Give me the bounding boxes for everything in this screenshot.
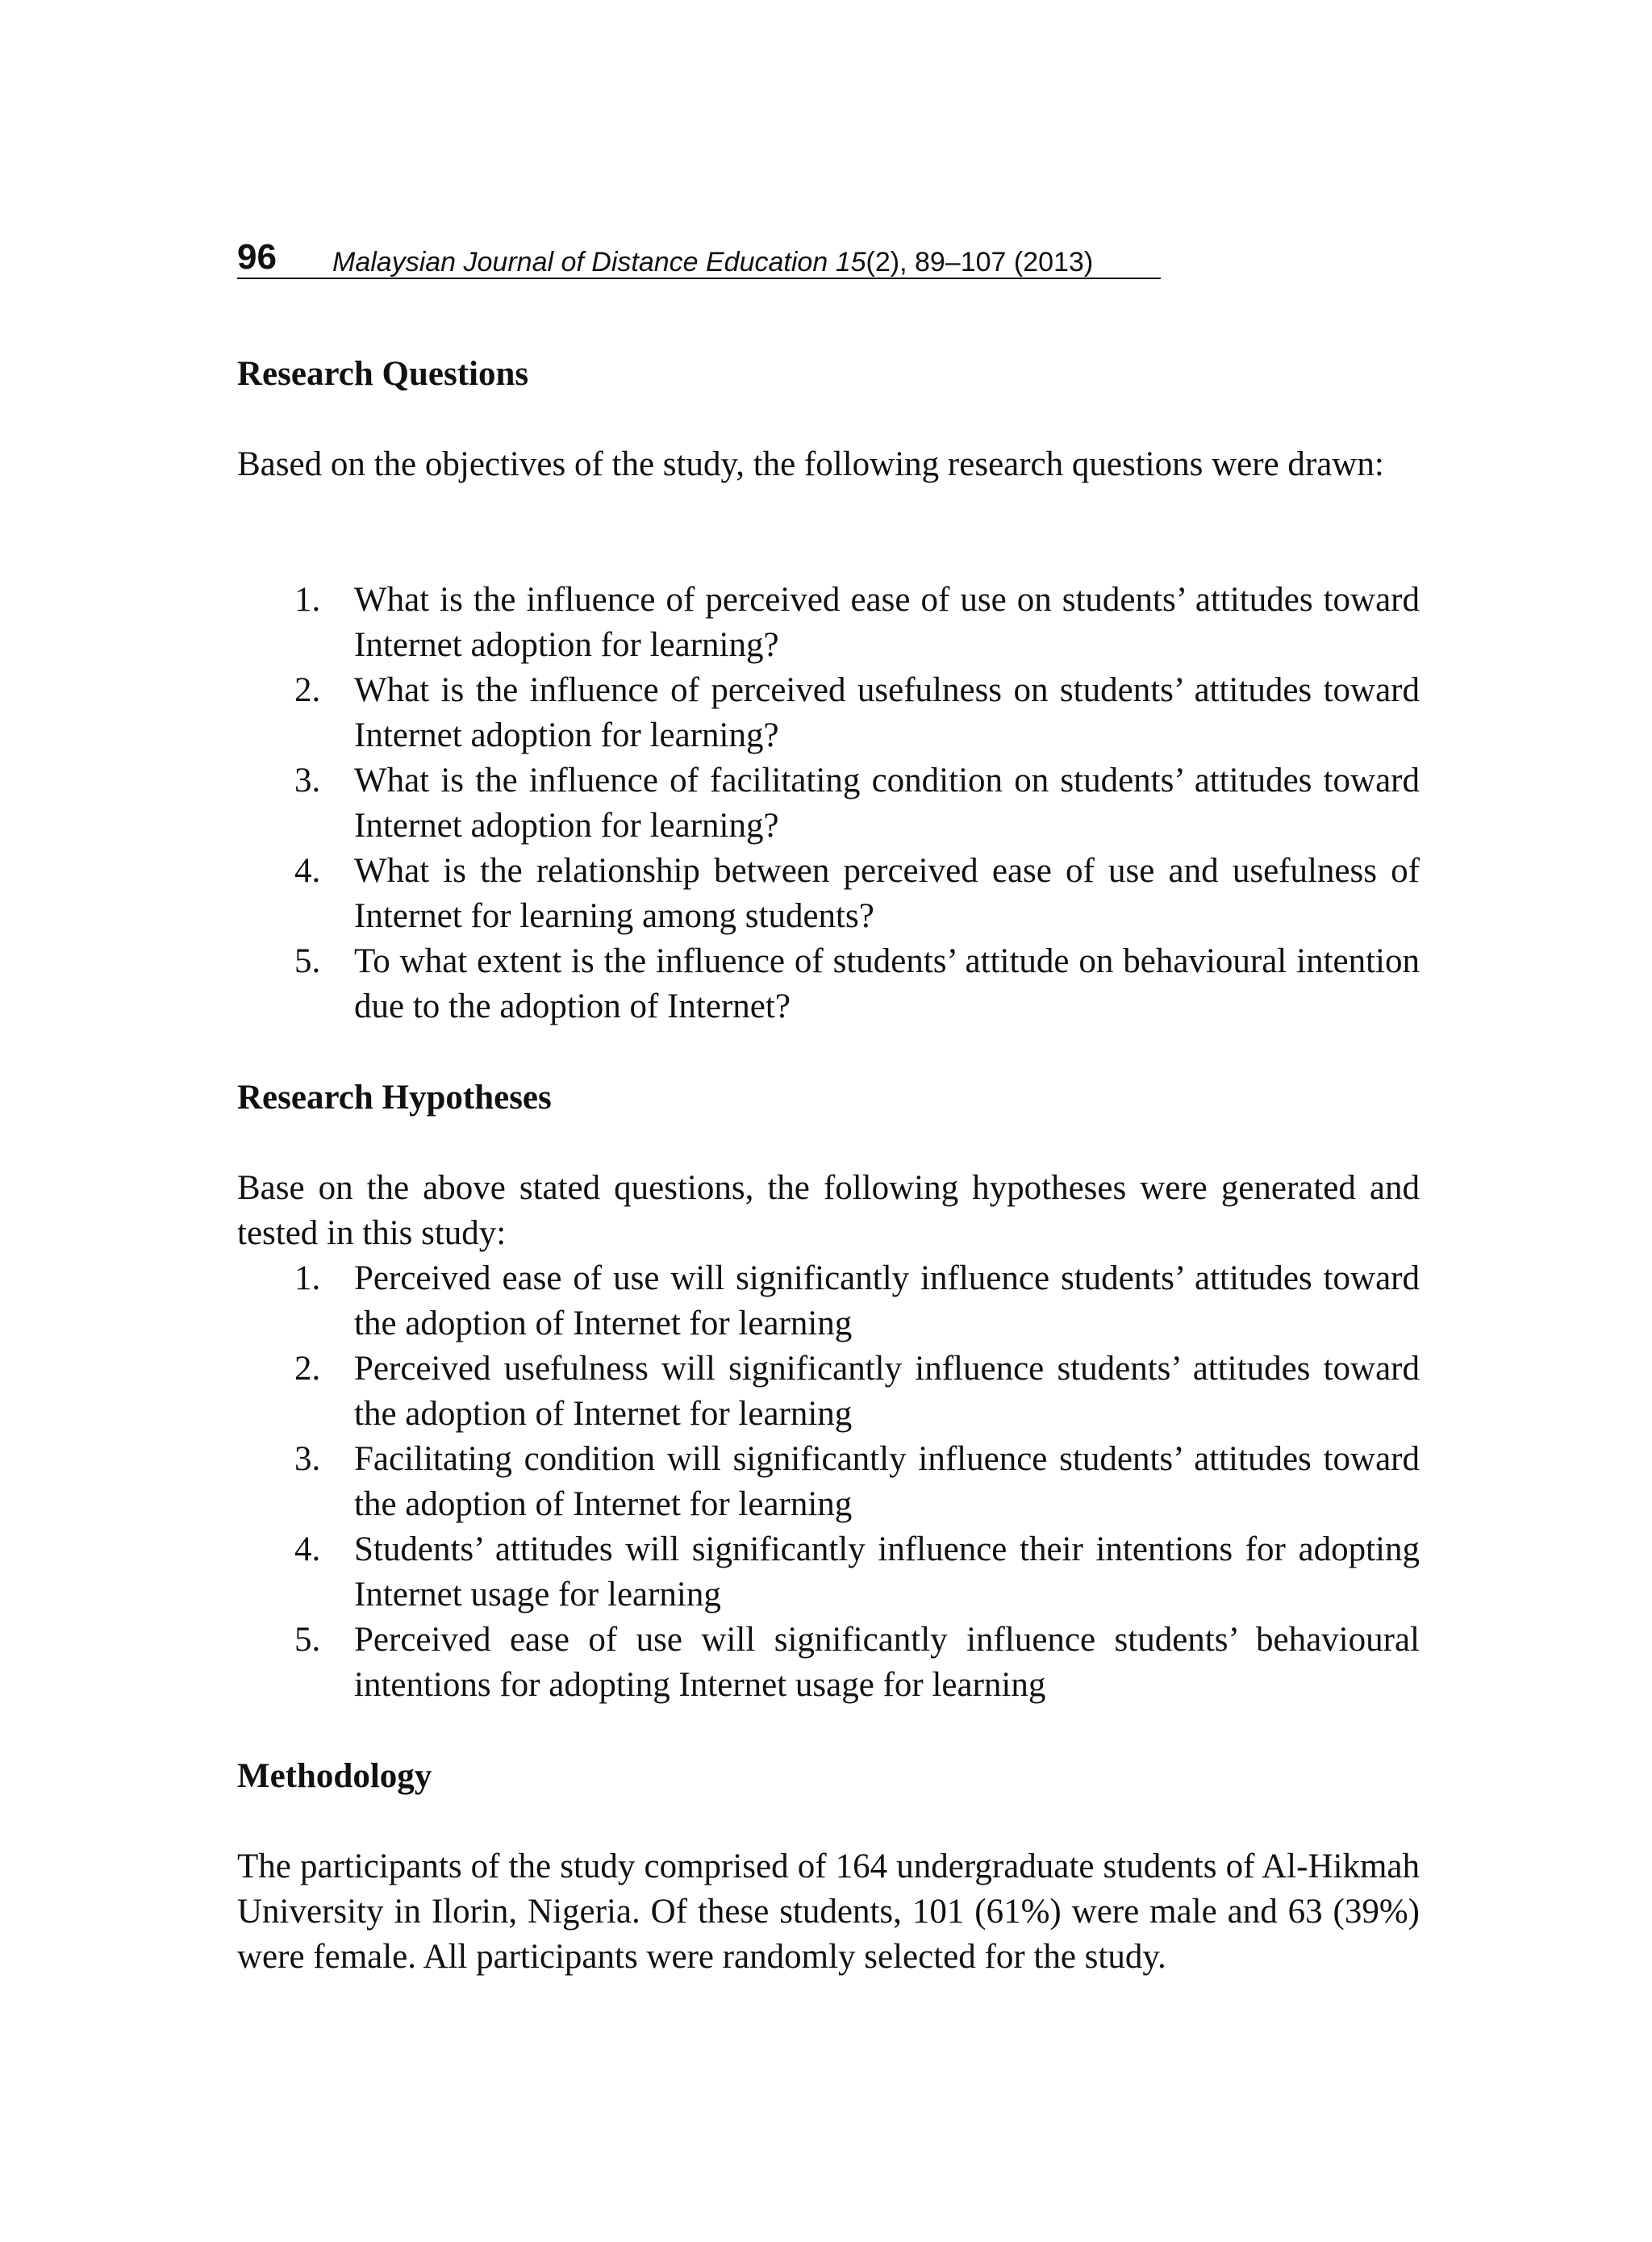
- list-text: What is the influence of perceived ease of use on students’ attitudes toward Internet adoption for learning?: [354, 581, 1420, 664]
- list-number: 1.: [294, 1259, 321, 1297]
- list-text: Students’ attitudes will significantly influence their intentions for adopting Internet usage for learning: [354, 1530, 1420, 1614]
- list-item: [237, 1256, 1420, 1346]
- running-head: [237, 239, 1161, 279]
- list-item: [237, 1527, 1420, 1618]
- journal-issue-pages-year: (2), 89–107 (2013): [866, 247, 1094, 278]
- journal-name: Malaysian Journal of Distance Education: [332, 247, 828, 278]
- list-item: [237, 578, 1420, 668]
- list-item: [237, 939, 1420, 1029]
- list-number: 3.: [294, 762, 321, 800]
- list-number: 4.: [294, 1530, 321, 1568]
- list-number: 4.: [294, 852, 321, 890]
- research-hypotheses-intro: Base on the above stated questions, the following hypotheses were generated and tested in this study:: [237, 1169, 1420, 1252]
- journal-volume: 15: [835, 247, 866, 278]
- methodology-heading: Methodology: [237, 1757, 432, 1795]
- list-text: What is the influence of perceived usefulness on students’ attitudes toward Internet adoption for learning?: [354, 671, 1420, 754]
- list-number: 5.: [294, 1621, 321, 1659]
- list-number: 5.: [294, 942, 321, 980]
- list-number: 2.: [294, 671, 321, 709]
- list-item: [237, 1437, 1420, 1527]
- research-questions-heading: Research Questions: [237, 355, 529, 393]
- list-item: [237, 1346, 1420, 1437]
- list-text: Perceived ease of use will significantly influence students’ behavioural intentions for adopting Internet usage for learning: [354, 1621, 1420, 1704]
- research-questions-intro: Based on the objectives of the study, the following research questions were drawn:: [237, 445, 1384, 483]
- list-item: [237, 758, 1420, 849]
- list-number: 1.: [294, 581, 321, 619]
- list-text: What is the relationship between perceived ease of use and usefulness of Internet for learning among students?: [354, 852, 1420, 935]
- research-hypotheses-heading: Research Hypotheses: [237, 1079, 552, 1117]
- list-text: What is the influence of facilitating condition on students’ attitudes toward Internet adoption for learning?: [354, 762, 1420, 845]
- list-number: 2.: [294, 1350, 321, 1388]
- list-item: [237, 668, 1420, 758]
- page-number: 96: [237, 237, 277, 277]
- list-text: Perceived ease of use will significantly influence students’ attitudes toward the adoption of Internet for learning: [354, 1259, 1420, 1342]
- list-number: 3.: [294, 1440, 321, 1478]
- research-hypotheses-list: [237, 1256, 1420, 1708]
- list-item: [237, 1618, 1420, 1708]
- list-text: Perceived usefulness will significantly influence students’ attitudes toward the adoption of Internet for learning: [354, 1350, 1420, 1433]
- methodology-body: The participants of the study comprised of 164 undergraduate students of Al-Hikmah University in Ilorin, Nigeria. Of these students, 101 (61%) were male and 63 (39%) were female. All participants were randomly selected for the study.: [237, 1847, 1420, 1976]
- list-text: To what extent is the influence of students’ attitude on behavioural intention due to the adoption of Internet?: [354, 942, 1420, 1025]
- journal-citation: [332, 248, 1093, 277]
- research-questions-list: [237, 578, 1420, 1029]
- list-text: Facilitating condition will significantly influence students’ attitudes toward the adoption of Internet for learning: [354, 1440, 1420, 1523]
- list-item: [237, 849, 1420, 939]
